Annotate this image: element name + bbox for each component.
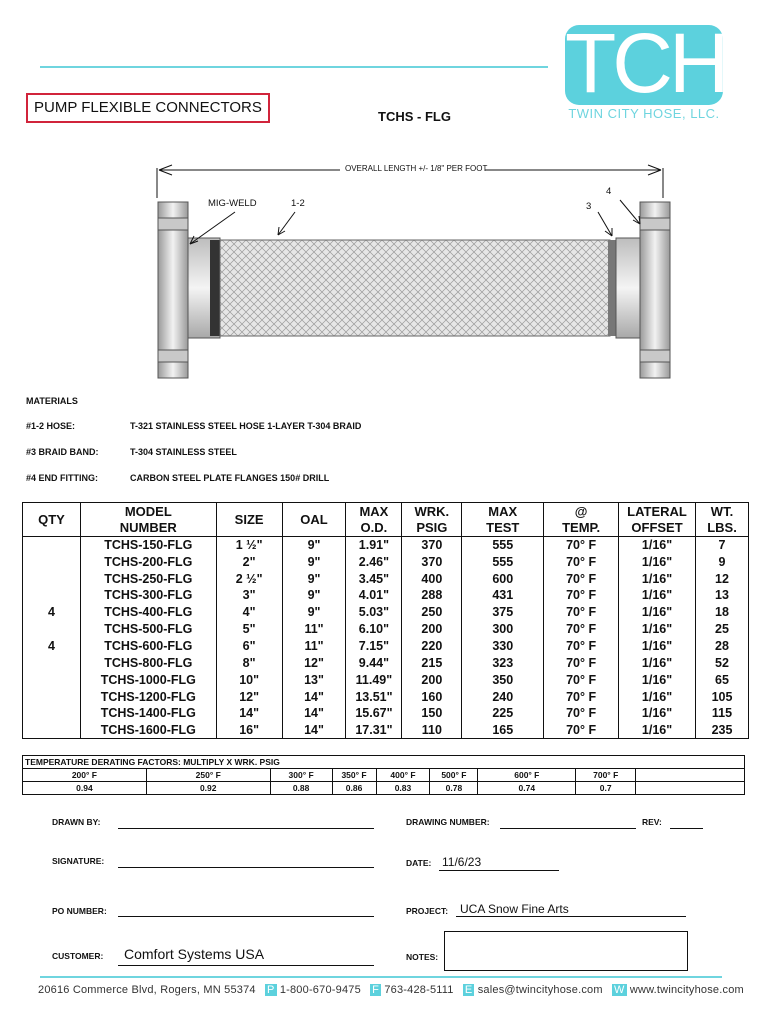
band-label: 3	[586, 201, 592, 212]
table-cell: 350	[462, 671, 544, 688]
table-cell: 6.10"	[346, 621, 402, 638]
fax-icon: F	[372, 984, 380, 996]
derating-factor: 0.74	[478, 782, 576, 795]
column-header	[619, 503, 696, 537]
table-cell: 115	[696, 705, 749, 722]
table-cell: 2"	[216, 553, 282, 570]
table-cell: 9"	[282, 604, 346, 621]
column-header	[544, 503, 619, 537]
column-header-line: QTY	[38, 511, 65, 527]
footer-fax: 763-428-5111	[384, 984, 454, 996]
table-cell: 15.67"	[346, 705, 402, 722]
column-header	[282, 503, 346, 537]
table-cell: TCHS-500-FLG	[80, 621, 216, 638]
table-cell: 370	[402, 537, 462, 554]
table-cell: 400	[402, 570, 462, 587]
table-cell: 13	[696, 587, 749, 604]
signature-field[interactable]	[118, 867, 374, 868]
table-cell: 5.03"	[346, 604, 402, 621]
column-header-line: SIZE	[234, 511, 264, 527]
table-cell: 9"	[282, 553, 346, 570]
table-cell: 3"	[216, 587, 282, 604]
customer-value[interactable]: Comfort Systems USA	[124, 946, 265, 962]
signature-label: SIGNATURE:	[52, 856, 105, 866]
table-cell: 11.49"	[346, 671, 402, 688]
materials-heading: MATERIALS	[26, 396, 78, 406]
table-cell: 1/16"	[619, 587, 696, 604]
project-value[interactable]: UCA Snow Fine Arts	[460, 902, 569, 916]
table-cell: 6"	[216, 638, 282, 655]
table-cell: 4"	[216, 604, 282, 621]
column-header-line: LATERAL	[627, 503, 687, 519]
table-cell: 70° F	[544, 587, 619, 604]
footer-contact	[38, 984, 744, 996]
table-cell: 105	[696, 688, 749, 705]
table-cell: 3.45"	[346, 570, 402, 587]
customer-label: CUSTOMER:	[52, 951, 104, 961]
project-label: PROJECT:	[406, 906, 449, 916]
column-header	[696, 503, 749, 537]
table-cell: 14"	[282, 688, 346, 705]
table-cell: 200	[402, 621, 462, 638]
footer-email[interactable]: sales@twincityhose.com	[477, 984, 603, 996]
table-cell: 7.15"	[346, 638, 402, 655]
derating-temp: 250° F	[146, 769, 270, 782]
table-cell: 9"	[282, 570, 346, 587]
web-icon: W	[613, 984, 625, 996]
table-cell: TCHS-1600-FLG	[80, 722, 216, 739]
table-cell: 13.51"	[346, 688, 402, 705]
table-row	[23, 638, 749, 655]
table-cell: 70° F	[544, 537, 619, 554]
table-cell	[23, 570, 81, 587]
table-cell: TCHS-1400-FLG	[80, 705, 216, 722]
table-cell: 555	[462, 537, 544, 554]
table-cell	[23, 621, 81, 638]
column-header-line: MODEL	[124, 503, 172, 519]
derating-temp: 350° F	[332, 769, 376, 782]
table-cell: 11"	[282, 638, 346, 655]
po-number-label: PO NUMBER:	[52, 906, 107, 916]
column-header-line: MAX	[359, 503, 389, 519]
derating-temp: 300° F	[270, 769, 332, 782]
phone-icon: P	[267, 984, 275, 996]
table-cell: 4.01"	[346, 587, 402, 604]
column-header-line: PSIG	[416, 519, 448, 535]
column-header-line: O.D.	[360, 519, 388, 535]
derating-factor: 0.92	[146, 782, 270, 795]
column-header	[216, 503, 282, 537]
table-cell: 288	[402, 587, 462, 604]
notes-field[interactable]	[444, 931, 688, 971]
table-cell: 5"	[216, 621, 282, 638]
table-cell: 18	[696, 604, 749, 621]
table-cell: 70° F	[544, 654, 619, 671]
derating-temp: 600° F	[478, 769, 576, 782]
table-cell: 13"	[282, 671, 346, 688]
table-cell: 235	[696, 722, 749, 739]
derating-factor: 0.78	[430, 782, 478, 795]
column-header-line: MAX	[488, 503, 518, 519]
date-label: DATE:	[406, 858, 432, 868]
column-header-line: OFFSET	[631, 519, 683, 535]
drawing-number-field[interactable]	[500, 828, 636, 829]
table-cell: 375	[462, 604, 544, 621]
material-label: #3 BRAID BAND:	[26, 447, 99, 457]
derating-factor: 0.94	[23, 782, 147, 795]
table-cell: 9	[696, 553, 749, 570]
column-header-line: WRK.	[414, 503, 450, 519]
table-cell: 240	[462, 688, 544, 705]
table-cell	[23, 722, 81, 739]
rev-label: REV:	[642, 817, 662, 827]
table-cell: TCHS-1200-FLG	[80, 688, 216, 705]
footer-phone[interactable]: 1-800-670-9475	[279, 984, 361, 996]
table-cell: 70° F	[544, 621, 619, 638]
table-cell: 14"	[216, 705, 282, 722]
column-header-line: OAL	[300, 511, 328, 527]
table-cell: 2.46"	[346, 553, 402, 570]
table-row	[23, 688, 749, 705]
derating-temp: 400° F	[376, 769, 430, 782]
footer-address: 20616 Commerce Blvd, Rogers, MN 55374	[38, 984, 256, 996]
drawn-by-field[interactable]	[118, 828, 374, 829]
date-field-line	[439, 870, 559, 871]
material-label: #1-2 HOSE:	[26, 421, 76, 431]
table-row	[23, 654, 749, 671]
table-cell	[23, 654, 81, 671]
table-cell: 1/16"	[619, 604, 696, 621]
derating-temp: 200° F	[23, 769, 147, 782]
table-cell: 1/16"	[619, 722, 696, 739]
logo-letters: TCH	[565, 16, 726, 110]
column-header-line: WT.	[710, 503, 734, 519]
table-cell: 110	[402, 722, 462, 739]
spec-table	[22, 502, 749, 739]
table-row	[23, 570, 749, 587]
table-cell: 70° F	[544, 553, 619, 570]
table-cell: 12"	[216, 688, 282, 705]
table-cell: 1/16"	[619, 705, 696, 722]
table-cell: 70° F	[544, 570, 619, 587]
table-cell: TCHS-800-FLG	[80, 654, 216, 671]
table-cell	[23, 537, 81, 554]
hose-label: 1-2	[291, 198, 305, 209]
table-cell: 65	[696, 671, 749, 688]
derating-factor: 0.86	[332, 782, 376, 795]
notes-label: NOTES:	[406, 952, 439, 962]
table-cell: 1/16"	[619, 638, 696, 655]
table-cell: 14"	[282, 722, 346, 739]
table-cell: 1/16"	[619, 671, 696, 688]
material-value: T-321 STAINLESS STEEL HOSE 1-LAYER T-304 BRAID	[130, 421, 362, 431]
table-cell: 600	[462, 570, 544, 587]
document-title: PUMP FLEXIBLE CONNECTORS	[26, 93, 270, 123]
table-cell: 1 ½"	[216, 537, 282, 554]
table-cell	[23, 587, 81, 604]
table-cell: 1/16"	[619, 537, 696, 554]
overall-length-label: OVERALL LENGTH +/- 1/8" PER FOOT	[345, 164, 488, 173]
derating-factor: 0.88	[270, 782, 332, 795]
table-cell: TCHS-600-FLG	[80, 638, 216, 655]
table-row	[23, 537, 749, 554]
table-cell	[23, 688, 81, 705]
table-cell: TCHS-200-FLG	[80, 553, 216, 570]
table-cell: 215	[402, 654, 462, 671]
table-row	[23, 705, 749, 722]
table-row	[23, 621, 749, 638]
table-cell: 10"	[216, 671, 282, 688]
table-cell: 1/16"	[619, 570, 696, 587]
drawn-by-label: DRAWN BY:	[52, 817, 101, 827]
table-cell: TCHS-1000-FLG	[80, 671, 216, 688]
table-row	[23, 604, 749, 621]
table-cell: 70° F	[544, 722, 619, 739]
table-cell: 11"	[282, 621, 346, 638]
table-row	[23, 587, 749, 604]
table-cell: 70° F	[544, 638, 619, 655]
drawing-number-label: DRAWING NUMBER:	[406, 817, 490, 827]
model-title: TCHS - FLG	[378, 109, 451, 124]
table-cell: 555	[462, 553, 544, 570]
header-rule	[40, 66, 548, 68]
table-cell	[23, 705, 81, 722]
column-header	[402, 503, 462, 537]
fitting-label: 4	[606, 186, 612, 197]
material-label: #4 END FITTING:	[26, 473, 99, 483]
column-header	[462, 503, 544, 537]
table-cell: 323	[462, 654, 544, 671]
table-cell: 16"	[216, 722, 282, 739]
derating-table	[22, 755, 745, 795]
table-cell: 200	[402, 671, 462, 688]
po-number-field[interactable]	[118, 916, 374, 917]
column-header	[23, 503, 81, 537]
table-cell: 1/16"	[619, 654, 696, 671]
derating-factor: 0.7	[576, 782, 636, 795]
table-cell: 17.31"	[346, 722, 402, 739]
table-cell: 9.44"	[346, 654, 402, 671]
table-cell: 9"	[282, 587, 346, 604]
table-cell: 225	[462, 705, 544, 722]
table-cell: 52	[696, 654, 749, 671]
footer-website[interactable]: www.twincityhose.com	[629, 984, 744, 996]
column-header	[346, 503, 402, 537]
footer-rule	[40, 976, 722, 978]
table-cell: 14"	[282, 705, 346, 722]
table-cell: 9"	[282, 537, 346, 554]
table-cell: 370	[402, 553, 462, 570]
table-cell: 431	[462, 587, 544, 604]
table-cell: 70° F	[544, 604, 619, 621]
table-cell: 250	[402, 604, 462, 621]
table-cell: 1/16"	[619, 553, 696, 570]
table-cell: 1.91"	[346, 537, 402, 554]
derating-heading: TEMPERATURE DERATING FACTORS: MULTIPLY X WRK. PSIG	[23, 756, 745, 769]
table-cell: 330	[462, 638, 544, 655]
table-cell: 28	[696, 638, 749, 655]
column-header-line: TEMP.	[562, 519, 601, 535]
derating-temp: 700° F	[576, 769, 636, 782]
table-cell: 70° F	[544, 705, 619, 722]
email-icon: E	[464, 984, 473, 996]
table-cell	[23, 671, 81, 688]
table-cell: 220	[402, 638, 462, 655]
table-cell	[23, 553, 81, 570]
table-cell: 4	[23, 604, 81, 621]
table-cell: 12	[696, 570, 749, 587]
table-row	[23, 722, 749, 739]
derating-factor: 0.83	[376, 782, 430, 795]
table-cell: 1/16"	[619, 688, 696, 705]
derating-factor	[636, 782, 745, 795]
table-cell: 4	[23, 638, 81, 655]
mig-weld-label: MIG-WELD	[208, 198, 257, 209]
column-header-line: LBS.	[707, 519, 737, 535]
table-cell: TCHS-400-FLG	[80, 604, 216, 621]
table-cell: 165	[462, 722, 544, 739]
table-row	[23, 671, 749, 688]
table-cell: 300	[462, 621, 544, 638]
rev-field[interactable]	[670, 828, 703, 829]
column-header-line: @	[574, 503, 588, 519]
connector-drawing	[150, 160, 680, 390]
table-row	[23, 553, 749, 570]
column-header	[80, 503, 216, 537]
material-value: T-304 STAINLESS STEEL	[130, 447, 237, 457]
table-cell: 2 ½"	[216, 570, 282, 587]
column-header-line: TEST	[486, 519, 520, 535]
table-cell: 1/16"	[619, 621, 696, 638]
table-cell: 25	[696, 621, 749, 638]
table-cell: TCHS-250-FLG	[80, 570, 216, 587]
customer-field-line	[118, 965, 374, 966]
column-header-line: NUMBER	[119, 519, 177, 535]
table-cell: 150	[402, 705, 462, 722]
logo-company-name: TWIN CITY HOSE, LLC.	[568, 106, 720, 121]
date-value[interactable]: 11/6/23	[442, 855, 482, 869]
table-cell: 160	[402, 688, 462, 705]
derating-temp: 500° F	[430, 769, 478, 782]
table-cell: 70° F	[544, 671, 619, 688]
table-cell: 7	[696, 537, 749, 554]
table-cell: TCHS-150-FLG	[80, 537, 216, 554]
material-value: CARBON STEEL PLATE FLANGES 150# DRILL	[130, 473, 330, 483]
table-cell: 8"	[216, 654, 282, 671]
derating-temp	[636, 769, 745, 782]
project-field-line	[456, 916, 686, 917]
table-cell: 12"	[282, 654, 346, 671]
table-cell: 70° F	[544, 688, 619, 705]
table-cell: TCHS-300-FLG	[80, 587, 216, 604]
